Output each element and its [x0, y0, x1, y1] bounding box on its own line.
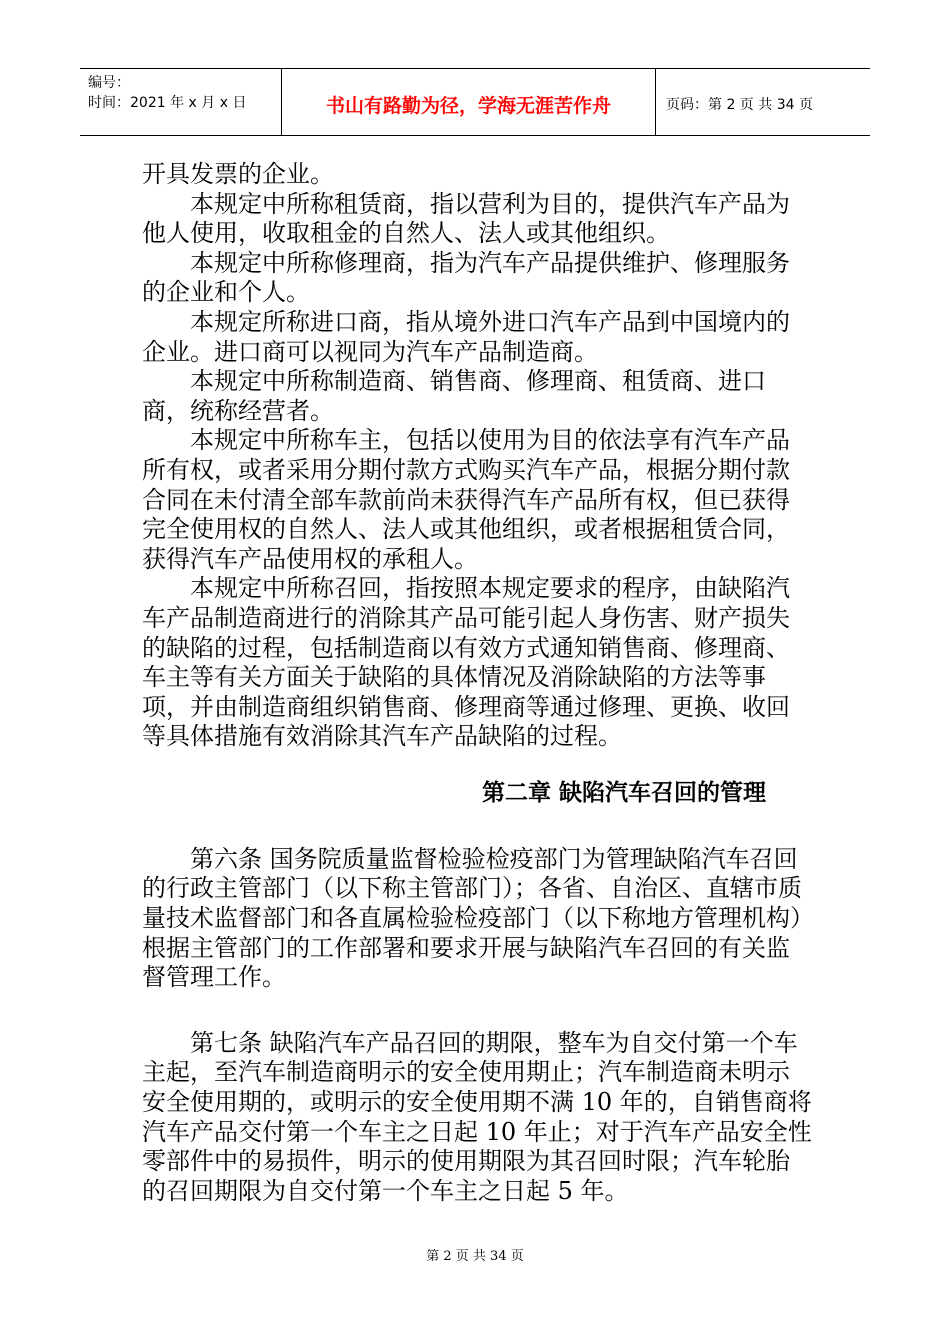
document-body [142, 160, 812, 1206]
paragraph: 本规定中所称召回，指按照本规定要求的程序，由缺陷汽车产品制造商进行的消除其产品可能引起人身伤害、财产损失的缺陷的过程，包括制造商以有效方式通知销售商、修理商、车主等有关方面关于缺陷的具体情况及消除缺陷的方法等事项，并由制造商组织销售商、修理商等通过修理、更换、收回等具体措施有效消除其汽车产品缺陷的过程。 [142, 574, 790, 751]
paragraph: 本规定中所称租赁商，指以营利为目的，提供汽车产品为他人使用，收取租金的自然人、法人或其他组织。 [142, 189, 790, 248]
chapter-title: 第二章 缺陷汽车召回的管理 [481, 779, 766, 806]
paragraph: 开具发票的企业。 [142, 160, 334, 188]
paragraph: 本规定中所称车主，包括以使用为目的依法享有汽车产品所有权，或者采用分期付款方式购买汽车产品，根据分期付款合同在未付清全部车款前尚未获得汽车产品所有权，但已获得完全使用权的自然人、法人或其他组织，或者根据租赁合同，获得汽车产品使用权的承租人。 [142, 426, 790, 573]
header-motto: 书山有路勤为径，学海无涯苦作舟 [282, 69, 656, 135]
paragraph: 本规定所称进口商，指从境外进口汽车产品到中国境内的企业。进口商可以视同为汽车产品制造商。 [142, 307, 790, 366]
paragraph: 本规定中所称制造商、销售商、修理商、租赁商、进口商，统称经营者。 [142, 367, 766, 425]
document-time-label: 时间：2021 年 x 月 x 日 [88, 95, 247, 111]
page-header [80, 68, 870, 136]
header-meta [80, 69, 282, 135]
document-number-label: 编号： [88, 75, 130, 91]
header-page-label: 页码：第 2 页 共 34 页 [666, 97, 813, 113]
article-paragraph: 第六条 国务院质量监督检验检疫部门为管理缺陷汽车召回的行政主管部门（以下称主管部门）；各省、自治区、直辖市质量技术监督部门和各直属检验检疫部门（以下称地方管理机构）根据主管部门的工作部署和要求开展与缺陷汽车召回的有关监督管理工作。 [142, 844, 802, 992]
paragraph-gap [142, 993, 812, 1029]
page-footer: 第 2 页 共 34 页 [426, 1249, 524, 1264]
article-paragraph: 第七条 缺陷汽车产品召回的期限，整车为自交付第一个车主起，至汽车制造商明示的安全使用期止；汽车制造商未明示安全使用期的，或明示的安全使用期不满 10 年的，自销售商将汽车产品交付第一个车主之日起 10 年止；对于汽车产品安全性零部件中的易损件，明示的使用期限为其召回时限；汽车轮胎的召回期限为自交付第一个车主之日起 5 年。 [142, 1028, 812, 1205]
paragraph: 本规定中所称修理商，指为汽车产品提供维护、修理服务的企业和个人。 [142, 248, 790, 307]
